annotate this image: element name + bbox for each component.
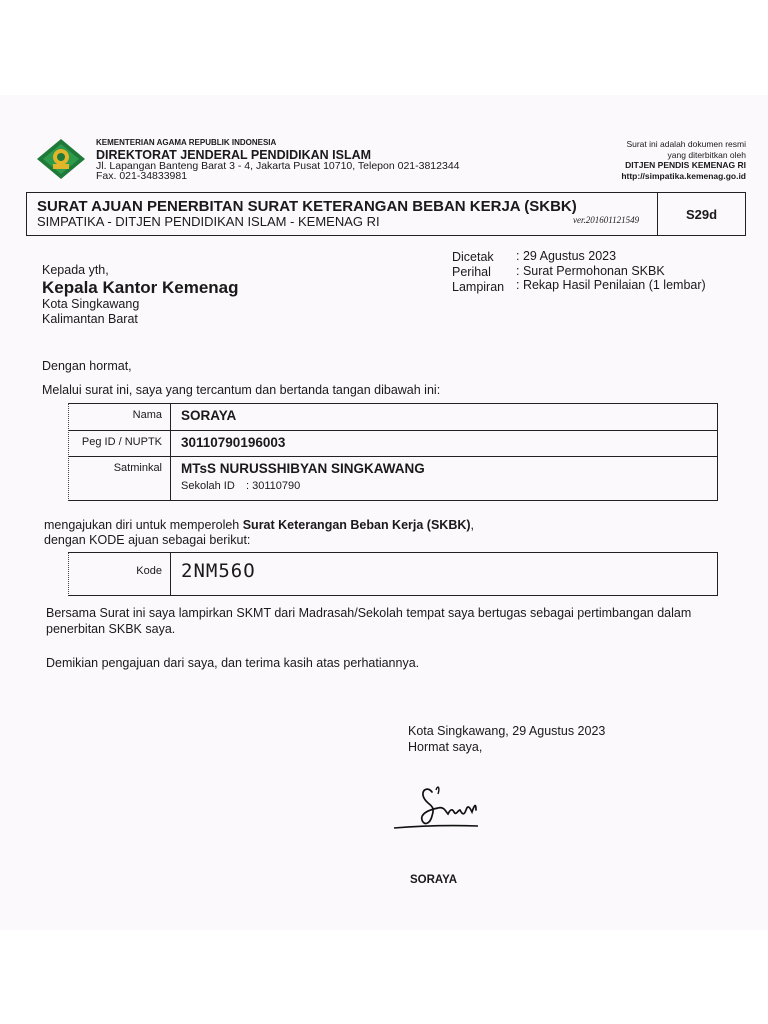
- table-row: [69, 457, 717, 500]
- version-label: ver.201601121549: [573, 215, 640, 225]
- meta-perihal-value: : Surat Permohonan SKBK: [516, 264, 665, 278]
- table-row: [69, 404, 717, 431]
- satminkal-label: Satminkal: [69, 457, 171, 500]
- closing-text: Demikian pengajuan dari saya, dan terima kasih atas perhatiannya.: [46, 656, 420, 670]
- meta-perihal-label: Perihal: [452, 265, 491, 279]
- nama-label: Nama: [69, 404, 171, 430]
- kode-box: [68, 552, 718, 596]
- recipient-city: Kota Singkawang: [42, 297, 140, 311]
- letter-subtitle: SIMPATIKA - DITJEN PENDIDIKAN ISLAM - KEMENAG RI: [37, 214, 380, 229]
- peg-label: Peg ID / NUPTK: [69, 431, 171, 456]
- meta-dicetak-value: : 29 Agustus 2023: [516, 249, 617, 263]
- recipient-greeting: Kepada yth,: [42, 263, 109, 277]
- meta-lampiran-label: Lampiran: [452, 280, 505, 294]
- header-note-line1: Surat ini adalah dokumen resmi: [626, 139, 746, 149]
- signature-place-date: Kota Singkawang, 29 Agustus 2023: [408, 724, 606, 738]
- sekolah-id-value: : 30110790: [246, 480, 301, 492]
- header-note-line3: DITJEN PENDIS KEMENAG RI: [625, 160, 746, 170]
- salutation: Dengan hormat,: [42, 359, 132, 373]
- handwritten-signature-icon: [388, 780, 498, 840]
- kemenag-logo-icon: [36, 138, 86, 180]
- signature-name: SORAYA: [410, 874, 458, 886]
- recipient-province: Kalimantan Barat: [42, 312, 138, 326]
- nama-value: SORAYA: [181, 408, 237, 423]
- directorate-name: DIREKTORAT JENDERAL PENDIDIKAN ISLAM: [96, 148, 372, 162]
- header-fax: Fax. 021-34833981: [96, 170, 188, 182]
- header-note-line4: http://simpatika.kemenag.go.id: [621, 171, 746, 181]
- title-box: [26, 192, 746, 236]
- ministry-name: KEMENTERIAN AGAMA REPUBLIK INDONESIA: [96, 138, 277, 147]
- attachment-line1: Bersama Surat ini saya lampirkan SKMT dari Madrasah/Sekolah tempat saya bertugas sebagai pertimbangan dalam: [46, 606, 692, 620]
- code-intro-text: dengan KODE ajuan sebagai berikut:: [44, 533, 251, 547]
- letter-title: SURAT AJUAN PENERBITAN SURAT KETERANGAN BEBAN KERJA (SKBK): [37, 198, 577, 215]
- sekolah-id-label: Sekolah ID: [181, 480, 235, 492]
- meta-lampiran-value: : Rekap Hasil Penilaian (1 lembar): [516, 278, 706, 292]
- table-row: [69, 553, 717, 595]
- kode-value: 2NM56O: [181, 560, 256, 582]
- header-note-line2: yang diterbitkan oleh: [667, 150, 746, 160]
- recipient-name: Kepala Kantor Kemenag: [42, 278, 239, 297]
- kode-label: Kode: [69, 553, 171, 595]
- meta-dicetak-label: Dicetak: [452, 250, 494, 264]
- signature-regards: Hormat saya,: [408, 740, 483, 754]
- intro-text: Melalui surat ini, saya yang tercantum dan bertanda tangan dibawah ini:: [42, 383, 441, 397]
- header-address: Jl. Lapangan Banteng Barat 3 - 4, Jakarta Pusat 10710, Telepon 021-3812344: [96, 160, 460, 172]
- request-text: mengajukan diri untuk memperoleh Surat Keterangan Beban Kerja (SKBK),: [44, 518, 475, 532]
- satminkal-value: MTsS NURUSSHIBYAN SINGKAWANG: [181, 461, 425, 476]
- identity-table: [68, 403, 718, 501]
- table-row: [69, 431, 717, 457]
- attachment-line2: penerbitan SKBK saya.: [46, 622, 176, 636]
- document-code: S29d: [657, 193, 745, 235]
- peg-value: 30110790196003: [181, 435, 286, 450]
